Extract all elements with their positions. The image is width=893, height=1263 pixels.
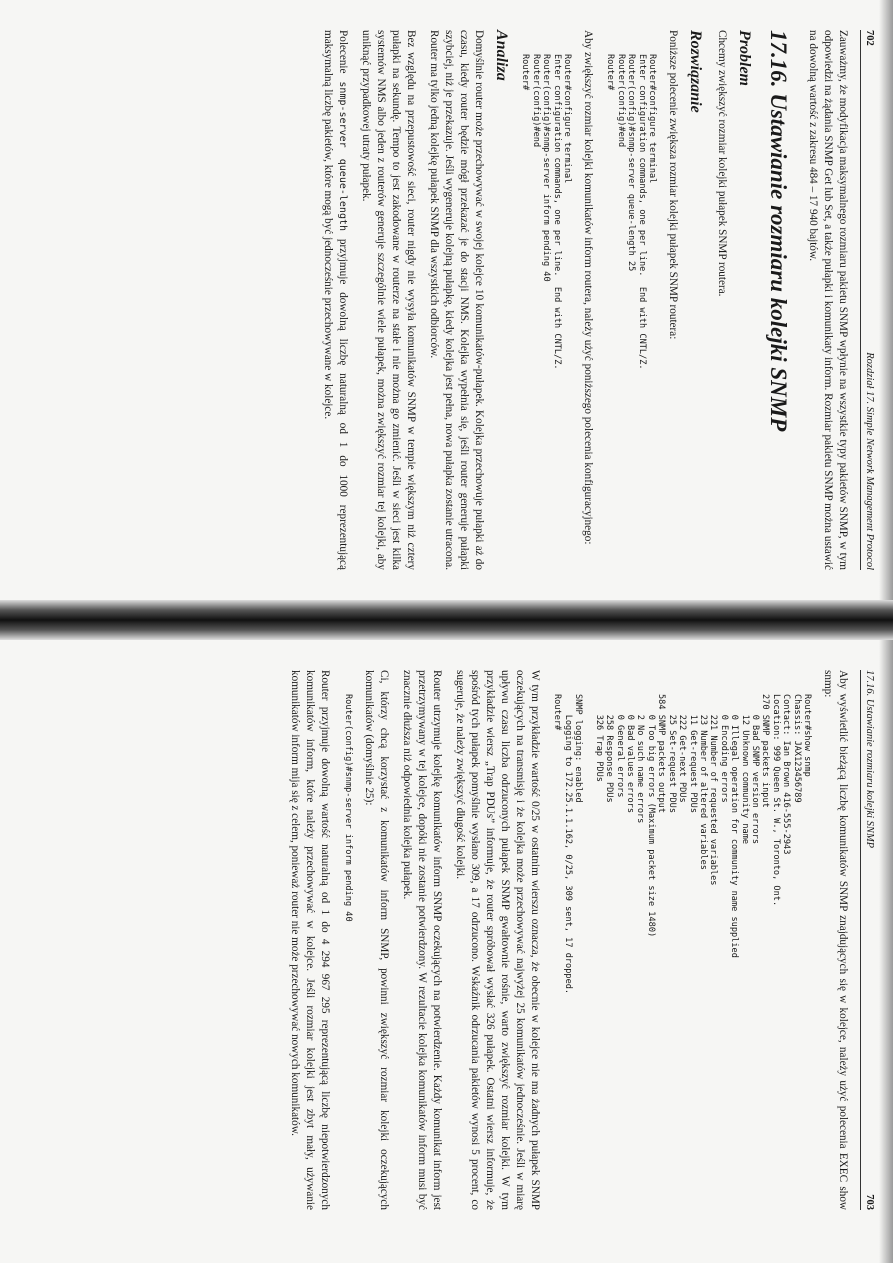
left-running-header: [860, 30, 875, 570]
code-block-queue-length: Router#configure terminal Enter configuration commands, one per line. End with CNTL/Z. Router(config)#snmp-server queue-length 25 Router(config)#end Router#: [605, 54, 657, 370]
right-paragraph-3: Ci, którzy chcą korzystać z komunikatów inform SNMP, powinni zwiększyć rozmiar kolejki oczekujących komunikatów (domyślnie 25):: [362, 670, 390, 1210]
code-block-inform-pending: Router#configure terminal Enter configuration commands, one per line. End with CNTL/Z. Router(config)#snmp-server inform pending 40 Router(config)#end Router#: [520, 54, 572, 370]
right-running-header: [860, 670, 875, 1210]
code-block-show-snmp: Router#show snmp Chassis: JAX123456789 Contact: Ian Brown 416-555-2943 Location: 999 Queen St. W., Toronto, Ont. 270 SNMP packets input 0 Bad SNMP version errors 12 Unknown community name 0 Illegal operation for community name supplied 0 Encoding errors 221 Number of requested variables 23 Number of altered variables 11 Get-request PDUs 222 Get-next PDUs 25 Set-request PDUs 584 SNMP packets output 0 Too big errors (Maximum packet size 1480) 2 No such name errors 0 Bad values errors 0 General errors 258 Response PDUs 326 Trap PDUs SNMP logging: enabled Logging to 172.25.1.1.162, 0/25, 309 sent, 17 dropped. Router#: [552, 694, 812, 995]
problem-text: Chcemy zwiększyć rozmiar kolejki pułapek SNMP routera.: [716, 30, 728, 297]
left-page-number: 702: [864, 30, 875, 46]
code-block-inform-pending-2: Router(config)#snmp-server inform pending 40: [342, 694, 353, 922]
analysis-p3-end: przyjmuje dowolną liczbę naturalną od 1 do 1000 reprezentującą maksymalną liczbę pakietów, które mogą być jednocześnie przechowywane w kolejce.: [321, 30, 349, 570]
right-paragraph-4: Router przyjmuje dowolną wartość naturalną od 1 do 4 294 967 295 reprezentującą liczbę niepotwierdzonych komunikatów inform, które należy przechowywać w kolejce. Jeśli rozmiar kolejki jest zbyt mały, używanie komunikatów inform mija się z celem, ponieważ router nie może przechowywać nowych komunikatów.: [289, 670, 332, 1210]
analysis-heading: Analiza: [492, 30, 510, 81]
left-intro-paragraph: Zauważmy, że modyfikacja maksymalnego rozmiaru pakietu SNMP wpłynie na wszystkie typy pakietów SNMP, w tym odpowiedzi na żądania SNMP Get lub Set, a także pułapki i komunikaty inform. Rozmiar pakietu SNMP można ustawić na dowolną wartość z zakresu 484 – 17 940 bajtów.: [807, 30, 849, 570]
inline-code-queue-length: snmp-server queue-length: [336, 81, 348, 232]
right-intro-paragraph: Aby wyświetlić bieżącą liczbę komunikatów SNMP znajdujących się w kolejce, należy użyć polecenia EXEC show snmp:: [822, 670, 849, 1210]
right-page: [0, 640, 893, 1240]
solution-text-1: Poniższe polecenie zwiększa rozmiar kolejki pułapek SNMP routera:: [667, 30, 679, 340]
left-page: [0, 0, 893, 600]
analysis-paragraph-3: [320, 30, 350, 570]
analysis-paragraph-1: Domyślnie router może przechowywać w swojej kolejce 10 komunikatów-pułapek. Kolejka przechowuje pułapki aż do czasu, kiedy router będzie mógł przekazać je do stacji NMS. Kolejka wypełnia się, jeśli router generuje pułapki szybciej, niż je przekazuje. Jeśli wygeneruje kolejną pułapkę, kiedy kolejka jest pełna, nowa pułapka zostanie utracona. Router ma tylko jedną kolejkę pułapek SNMP dla wszystkich odbiorców.: [427, 30, 485, 570]
solution-heading: Rozwiązanie: [687, 30, 704, 113]
right-page-number: 703: [864, 1194, 875, 1210]
right-header-title: 17.16. Ustawianie rozmiaru kolejki SNMP: [864, 670, 875, 849]
section-title: 17.16. Ustawianie rozmiaru kolejki SNMP: [766, 30, 791, 432]
problem-heading: Problem: [736, 30, 753, 86]
right-paragraph-1: W tym przykładzie wartość 0/25 w ostatnim wierszu oznacza, że obecnie w kolejce nie ma żadnych pułapek SNMP oczekujących na transmisję i że kolejka może przechowywać najwyżej 25 komunikatów jednocześnie. Jeśli w miarę upływu czasu liczba odrzuconych pułapek SNMP gwałtownie rośnie, warto zwiększyć rozmiar kolejki. W tym przykładzie wiersz „Trap PDUs” informuje, że router spróbował wysłać 326 pułapek. Ostatni wiersz informuje, że spośród tych pułapek pomyślnie wysłano 309, a 17 odrzucono. Wskaźnik odrzucania pakietów wynosi 5 procent, co sugeruje, że należy zwiększyć długość kolejki.: [453, 670, 541, 1210]
book-gutter-shadow: [0, 600, 893, 640]
right-paragraph-2: Router utrzymuje kolejkę komunikatów inform SNMP oczekujących na potwierdzenie. Każdy komunikat inform jest przetrzymywany w tej kolejce, dopóki nie zostanie potwierdzony. W rezultacie kolejka komunikatów inform musi być znacznie dłuższa niż odpowiednia kolejka pułapek.: [400, 670, 443, 1210]
solution-text-2: Aby zwiększyć rozmiar kolejki komunikatów inform routera, należy użyć poniższego polecenia konfiguracyjnego:: [581, 30, 594, 545]
left-header-title: Rozdział 17. Simple Network Management Protocol: [864, 352, 875, 570]
analysis-p3-start: Polecenie: [336, 30, 349, 82]
analysis-paragraph-2: Bez względu na przepustowość sieci, router nigdy nie wysyła komunikatów SNMP w tempie większym niż cztery pułapki na sekundę. Tempo to jest zakodowane w routerze na stałe i nie można go zmienić. Jeśli w sieci jest kilka systemów NMS albo jeden z routerów generuje szczególnie wiele pułapek, można zwiększyć rozmiar tej kolejki, aby uniknąć przypadkowej utraty pułapek.: [359, 30, 417, 570]
